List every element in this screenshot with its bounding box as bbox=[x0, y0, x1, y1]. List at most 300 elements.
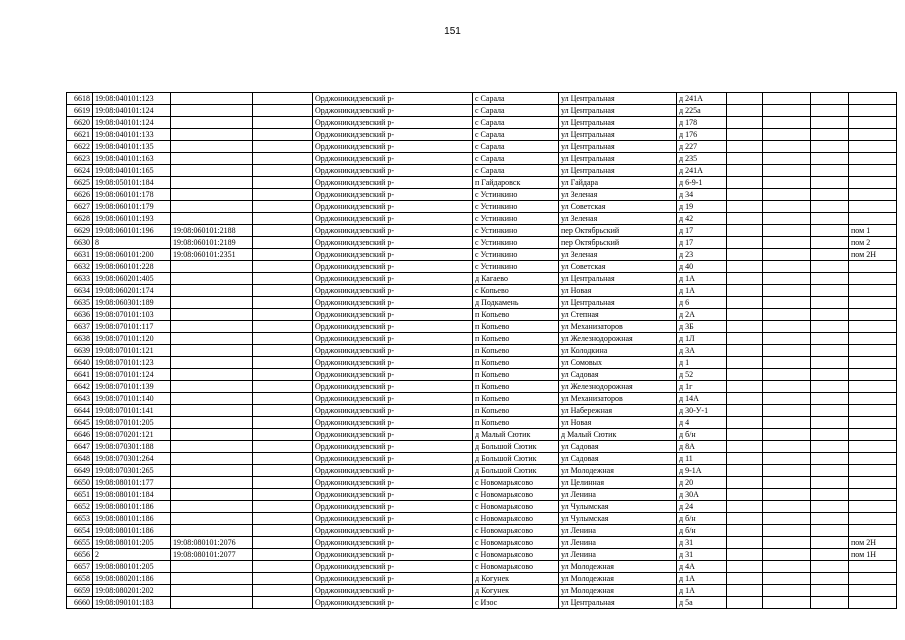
building-cadastral-number-cell bbox=[171, 93, 253, 105]
premises-cell bbox=[849, 213, 897, 225]
district-cell: Орджоникидзевский р- bbox=[313, 117, 473, 129]
street-cell: ул Чулымская bbox=[559, 501, 677, 513]
table-row bbox=[67, 597, 897, 609]
premises-cell: пом 2Н bbox=[849, 249, 897, 261]
blank-column-cell bbox=[811, 117, 849, 129]
blank-column-cell bbox=[763, 501, 811, 513]
blank-column-cell bbox=[253, 549, 313, 561]
blank-column-cell bbox=[811, 153, 849, 165]
building-cadastral-number-cell: 19:08:080101:2076 bbox=[171, 537, 253, 549]
blank-column-cell bbox=[253, 585, 313, 597]
blank-column-cell bbox=[253, 477, 313, 489]
district-cell: Орджоникидзевский р- bbox=[313, 525, 473, 537]
blank-column-cell bbox=[253, 261, 313, 273]
street-cell: ул Зеленая bbox=[559, 189, 677, 201]
blank-column-cell bbox=[253, 381, 313, 393]
blank-column-cell bbox=[727, 165, 763, 177]
blank-column-cell bbox=[253, 417, 313, 429]
table-row bbox=[67, 117, 897, 129]
building-cadastral-number-cell bbox=[171, 573, 253, 585]
cadastral-number-cell: 19:08:040101:124 bbox=[93, 105, 171, 117]
premises-cell: пом 2 bbox=[849, 237, 897, 249]
settlement-cell: п Копьево bbox=[473, 417, 559, 429]
street-cell: ул Степная bbox=[559, 309, 677, 321]
street-cell: ул Центральная bbox=[559, 93, 677, 105]
settlement-cell: п Копьево bbox=[473, 357, 559, 369]
blank-column-cell bbox=[253, 297, 313, 309]
settlement-cell: п Копьево bbox=[473, 369, 559, 381]
table-row bbox=[67, 477, 897, 489]
blank-column-cell bbox=[763, 237, 811, 249]
table-row bbox=[67, 177, 897, 189]
premises-cell bbox=[849, 165, 897, 177]
building-cadastral-number-cell bbox=[171, 153, 253, 165]
table-row bbox=[67, 429, 897, 441]
row-number-cell: 6630 bbox=[67, 237, 93, 249]
table-row bbox=[67, 441, 897, 453]
blank-column-cell bbox=[727, 177, 763, 189]
cadastral-number-cell: 19:08:070101:103 bbox=[93, 309, 171, 321]
building-cadastral-number-cell bbox=[171, 561, 253, 573]
cadastral-number-cell: 19:08:070101:205 bbox=[93, 417, 171, 429]
cadastral-number-cell: 19:08:070101:124 bbox=[93, 369, 171, 381]
cadastral-number-cell: 19:08:060201:174 bbox=[93, 285, 171, 297]
district-cell: Орджоникидзевский р- bbox=[313, 393, 473, 405]
blank-column-cell bbox=[727, 285, 763, 297]
premises-cell bbox=[849, 273, 897, 285]
table-row bbox=[67, 141, 897, 153]
building-cadastral-number-cell bbox=[171, 285, 253, 297]
street-cell: ул Гайдара bbox=[559, 177, 677, 189]
blank-column-cell bbox=[727, 381, 763, 393]
blank-column-cell bbox=[763, 405, 811, 417]
blank-column-cell bbox=[811, 189, 849, 201]
blank-column-cell bbox=[727, 297, 763, 309]
house-cell: д 227 bbox=[677, 141, 727, 153]
blank-column-cell bbox=[727, 93, 763, 105]
settlement-cell: с Новомарьясово bbox=[473, 549, 559, 561]
district-cell: Орджоникидзевский р- bbox=[313, 465, 473, 477]
blank-column-cell bbox=[763, 93, 811, 105]
row-number-cell: 6628 bbox=[67, 213, 93, 225]
settlement-cell: с Новомарьясово bbox=[473, 501, 559, 513]
row-number-cell: 6652 bbox=[67, 501, 93, 513]
street-cell: ул Молодежная bbox=[559, 561, 677, 573]
district-cell: Орджоникидзевский р- bbox=[313, 429, 473, 441]
street-cell: ул Центральная bbox=[559, 141, 677, 153]
blank-column-cell bbox=[763, 441, 811, 453]
blank-column-cell bbox=[763, 513, 811, 525]
blank-column-cell bbox=[253, 189, 313, 201]
building-cadastral-number-cell bbox=[171, 321, 253, 333]
premises-cell bbox=[849, 513, 897, 525]
blank-column-cell bbox=[727, 405, 763, 417]
blank-column-cell bbox=[253, 285, 313, 297]
blank-column-cell bbox=[727, 561, 763, 573]
settlement-cell: с Изос bbox=[473, 597, 559, 609]
street-cell: ул Механизаторов bbox=[559, 321, 677, 333]
building-cadastral-number-cell bbox=[171, 525, 253, 537]
blank-column-cell bbox=[763, 153, 811, 165]
street-cell: ул Советская bbox=[559, 201, 677, 213]
cadastral-number-cell: 19:08:040101:135 bbox=[93, 141, 171, 153]
house-cell: д 4 bbox=[677, 417, 727, 429]
district-cell: Орджоникидзевский р- bbox=[313, 561, 473, 573]
house-cell: д 5а bbox=[677, 597, 727, 609]
blank-column-cell bbox=[763, 225, 811, 237]
house-cell: д 11 bbox=[677, 453, 727, 465]
table-row bbox=[67, 561, 897, 573]
blank-column-cell bbox=[763, 141, 811, 153]
blank-column-cell bbox=[811, 261, 849, 273]
district-cell: Орджоникидзевский р- bbox=[313, 453, 473, 465]
blank-column-cell bbox=[727, 141, 763, 153]
house-cell: д б/н bbox=[677, 429, 727, 441]
district-cell: Орджоникидзевский р- bbox=[313, 477, 473, 489]
premises-cell bbox=[849, 417, 897, 429]
blank-column-cell bbox=[811, 333, 849, 345]
building-cadastral-number-cell bbox=[171, 465, 253, 477]
district-cell: Орджоникидзевский р- bbox=[313, 225, 473, 237]
premises-cell bbox=[849, 333, 897, 345]
building-cadastral-number-cell: 19:08:060101:2188 bbox=[171, 225, 253, 237]
district-cell: Орджоникидзевский р- bbox=[313, 585, 473, 597]
blank-column-cell bbox=[811, 441, 849, 453]
row-number-cell: 6645 bbox=[67, 417, 93, 429]
premises-cell bbox=[849, 597, 897, 609]
building-cadastral-number-cell bbox=[171, 393, 253, 405]
settlement-cell: с Устинкино bbox=[473, 261, 559, 273]
blank-column-cell bbox=[763, 165, 811, 177]
cadastral-number-cell: 19:08:040101:163 bbox=[93, 153, 171, 165]
cadastral-number-cell: 19:08:080101:184 bbox=[93, 489, 171, 501]
cadastral-number-cell: 19:08:080101:186 bbox=[93, 525, 171, 537]
blank-column-cell bbox=[727, 321, 763, 333]
row-number-cell: 6656 bbox=[67, 549, 93, 561]
cadastral-number-cell: 19:08:070101:117 bbox=[93, 321, 171, 333]
district-cell: Орджоникидзевский р- bbox=[313, 537, 473, 549]
row-number-cell: 6620 bbox=[67, 117, 93, 129]
street-cell: ул Сомовых bbox=[559, 357, 677, 369]
building-cadastral-number-cell bbox=[171, 501, 253, 513]
building-cadastral-number-cell: 19:08:060101:2189 bbox=[171, 237, 253, 249]
blank-column-cell bbox=[253, 213, 313, 225]
house-cell: д 17 bbox=[677, 225, 727, 237]
table-row bbox=[67, 573, 897, 585]
cadastral-number-cell: 19:08:070101:140 bbox=[93, 393, 171, 405]
blank-column-cell bbox=[763, 345, 811, 357]
table-row bbox=[67, 213, 897, 225]
table-row bbox=[67, 285, 897, 297]
blank-column-cell bbox=[253, 405, 313, 417]
settlement-cell: д Большой Сютик bbox=[473, 465, 559, 477]
street-cell: ул Советская bbox=[559, 261, 677, 273]
table-row bbox=[67, 153, 897, 165]
street-cell: ул Ленина bbox=[559, 549, 677, 561]
blank-column-cell bbox=[763, 573, 811, 585]
table-row bbox=[67, 273, 897, 285]
settlement-cell: д Когунек bbox=[473, 585, 559, 597]
street-cell: ул Садовая bbox=[559, 453, 677, 465]
district-cell: Орджоникидзевский р- bbox=[313, 141, 473, 153]
building-cadastral-number-cell bbox=[171, 189, 253, 201]
district-cell: Орджоникидзевский р- bbox=[313, 573, 473, 585]
settlement-cell: п Копьево bbox=[473, 393, 559, 405]
street-cell: ул Колодкина bbox=[559, 345, 677, 357]
row-number-cell: 6634 bbox=[67, 285, 93, 297]
blank-column-cell bbox=[253, 165, 313, 177]
blank-column-cell bbox=[253, 441, 313, 453]
blank-column-cell bbox=[763, 189, 811, 201]
table-row bbox=[67, 261, 897, 273]
street-cell: ул Центральная bbox=[559, 105, 677, 117]
blank-column-cell bbox=[727, 393, 763, 405]
district-cell: Орджоникидзевский р- bbox=[313, 273, 473, 285]
house-cell: д б/н bbox=[677, 513, 727, 525]
settlement-cell: п Копьево bbox=[473, 405, 559, 417]
premises-cell: пом 2Н bbox=[849, 537, 897, 549]
table-row bbox=[67, 537, 897, 549]
house-cell: д 1г bbox=[677, 381, 727, 393]
blank-column-cell bbox=[811, 249, 849, 261]
blank-column-cell bbox=[253, 573, 313, 585]
blank-column-cell bbox=[811, 405, 849, 417]
settlement-cell: д Большой Сютик bbox=[473, 441, 559, 453]
row-number-cell: 6636 bbox=[67, 309, 93, 321]
building-cadastral-number-cell bbox=[171, 477, 253, 489]
blank-column-cell bbox=[253, 309, 313, 321]
blank-column-cell bbox=[811, 225, 849, 237]
district-cell: Орджоникидзевский р- bbox=[313, 189, 473, 201]
row-number-cell: 6631 bbox=[67, 249, 93, 261]
blank-column-cell bbox=[727, 525, 763, 537]
blank-column-cell bbox=[763, 177, 811, 189]
blank-column-cell bbox=[727, 549, 763, 561]
blank-column-cell bbox=[763, 261, 811, 273]
cadastral-number-cell: 19:08:070101:139 bbox=[93, 381, 171, 393]
row-number-cell: 6633 bbox=[67, 273, 93, 285]
blank-column-cell bbox=[727, 369, 763, 381]
blank-column-cell bbox=[727, 201, 763, 213]
table-row bbox=[67, 513, 897, 525]
settlement-cell: с Устинкино bbox=[473, 189, 559, 201]
street-cell: ул Центральная bbox=[559, 165, 677, 177]
blank-column-cell bbox=[253, 225, 313, 237]
house-cell: д 3А bbox=[677, 345, 727, 357]
district-cell: Орджоникидзевский р- bbox=[313, 285, 473, 297]
house-cell: д 1А bbox=[677, 273, 727, 285]
blank-column-cell bbox=[727, 537, 763, 549]
blank-column-cell bbox=[253, 453, 313, 465]
street-cell: ул Садовая bbox=[559, 441, 677, 453]
settlement-cell: с Сарала bbox=[473, 93, 559, 105]
premises-cell bbox=[849, 177, 897, 189]
settlement-cell: п Копьево bbox=[473, 333, 559, 345]
cadastral-number-cell: 19:08:060101:228 bbox=[93, 261, 171, 273]
building-cadastral-number-cell bbox=[171, 141, 253, 153]
blank-column-cell bbox=[763, 597, 811, 609]
premises-cell bbox=[849, 573, 897, 585]
street-cell: ул Ленина bbox=[559, 537, 677, 549]
street-cell: ул Центральная bbox=[559, 273, 677, 285]
blank-column-cell bbox=[763, 537, 811, 549]
building-cadastral-number-cell bbox=[171, 201, 253, 213]
blank-column-cell bbox=[253, 537, 313, 549]
street-cell: ул Молодежная bbox=[559, 465, 677, 477]
street-cell: ул Центральная bbox=[559, 117, 677, 129]
row-number-cell: 6624 bbox=[67, 165, 93, 177]
blank-column-cell bbox=[763, 369, 811, 381]
premises-cell bbox=[849, 525, 897, 537]
settlement-cell: с Новомарьясово bbox=[473, 489, 559, 501]
table-row bbox=[67, 393, 897, 405]
premises-cell bbox=[849, 465, 897, 477]
cadastral-number-cell: 19:08:070101:121 bbox=[93, 345, 171, 357]
table-row bbox=[67, 465, 897, 477]
building-cadastral-number-cell bbox=[171, 165, 253, 177]
blank-column-cell bbox=[727, 453, 763, 465]
settlement-cell: с Устинкино bbox=[473, 201, 559, 213]
blank-column-cell bbox=[253, 393, 313, 405]
row-number-cell: 6647 bbox=[67, 441, 93, 453]
settlement-cell: д Кагаево bbox=[473, 273, 559, 285]
street-cell: д Малый Сютик bbox=[559, 429, 677, 441]
blank-column-cell bbox=[727, 597, 763, 609]
district-cell: Орджоникидзевский р- bbox=[313, 93, 473, 105]
blank-column-cell bbox=[727, 573, 763, 585]
street-cell: ул Набережная bbox=[559, 405, 677, 417]
blank-column-cell bbox=[811, 537, 849, 549]
blank-column-cell bbox=[253, 489, 313, 501]
building-cadastral-number-cell bbox=[171, 309, 253, 321]
settlement-cell: с Новомарьясово bbox=[473, 561, 559, 573]
district-cell: Орджоникидзевский р- bbox=[313, 381, 473, 393]
building-cadastral-number-cell bbox=[171, 177, 253, 189]
row-number-cell: 6621 bbox=[67, 129, 93, 141]
settlement-cell: п Копьево bbox=[473, 381, 559, 393]
blank-column-cell bbox=[763, 333, 811, 345]
house-cell: д 17 bbox=[677, 237, 727, 249]
premises-cell bbox=[849, 189, 897, 201]
premises-cell bbox=[849, 561, 897, 573]
street-cell: ул Центральная bbox=[559, 597, 677, 609]
blank-column-cell bbox=[811, 309, 849, 321]
blank-column-cell bbox=[811, 381, 849, 393]
table-row bbox=[67, 189, 897, 201]
cadastral-number-cell: 8 bbox=[93, 237, 171, 249]
building-cadastral-number-cell bbox=[171, 417, 253, 429]
house-cell: д 1 bbox=[677, 357, 727, 369]
building-cadastral-number-cell bbox=[171, 513, 253, 525]
cadastral-number-cell: 19:08:040101:123 bbox=[93, 93, 171, 105]
table-row bbox=[67, 321, 897, 333]
street-cell: ул Ленина bbox=[559, 489, 677, 501]
blank-column-cell bbox=[253, 597, 313, 609]
district-cell: Орджоникидзевский р- bbox=[313, 501, 473, 513]
table-row bbox=[67, 453, 897, 465]
settlement-cell: с Сарала bbox=[473, 105, 559, 117]
blank-column-cell bbox=[253, 561, 313, 573]
premises-cell bbox=[849, 405, 897, 417]
table-row bbox=[67, 225, 897, 237]
blank-column-cell bbox=[727, 417, 763, 429]
blank-column-cell bbox=[253, 129, 313, 141]
house-cell: д 178 bbox=[677, 117, 727, 129]
blank-column-cell bbox=[811, 585, 849, 597]
blank-column-cell bbox=[763, 393, 811, 405]
settlement-cell: с Сарала bbox=[473, 129, 559, 141]
cadastral-number-cell: 19:08:070301:265 bbox=[93, 465, 171, 477]
blank-column-cell bbox=[811, 513, 849, 525]
building-cadastral-number-cell bbox=[171, 369, 253, 381]
blank-column-cell bbox=[811, 477, 849, 489]
blank-column-cell bbox=[763, 117, 811, 129]
table-row bbox=[67, 585, 897, 597]
blank-column-cell bbox=[763, 309, 811, 321]
blank-column-cell bbox=[253, 141, 313, 153]
building-cadastral-number-cell bbox=[171, 297, 253, 309]
blank-column-cell bbox=[811, 417, 849, 429]
house-cell: д 1А bbox=[677, 285, 727, 297]
settlement-cell: д Когунек bbox=[473, 573, 559, 585]
cadastral-number-cell: 19:08:070101:141 bbox=[93, 405, 171, 417]
cadastral-number-cell: 19:08:080201:202 bbox=[93, 585, 171, 597]
street-cell: пер Октябрьский bbox=[559, 237, 677, 249]
house-cell: д 6 bbox=[677, 297, 727, 309]
blank-column-cell bbox=[727, 273, 763, 285]
blank-column-cell bbox=[727, 513, 763, 525]
blank-column-cell bbox=[811, 93, 849, 105]
cadastral-number-cell: 19:08:080201:186 bbox=[93, 573, 171, 585]
row-number-cell: 6639 bbox=[67, 345, 93, 357]
row-number-cell: 6644 bbox=[67, 405, 93, 417]
blank-column-cell bbox=[727, 345, 763, 357]
blank-column-cell bbox=[811, 393, 849, 405]
blank-column-cell bbox=[811, 321, 849, 333]
house-cell: д 42 bbox=[677, 213, 727, 225]
street-cell: ул Новая bbox=[559, 285, 677, 297]
blank-column-cell bbox=[763, 105, 811, 117]
blank-column-cell bbox=[811, 357, 849, 369]
building-cadastral-number-cell bbox=[171, 117, 253, 129]
house-cell: д б/н bbox=[677, 525, 727, 537]
table-row bbox=[67, 417, 897, 429]
settlement-cell: с Сарала bbox=[473, 141, 559, 153]
blank-column-cell bbox=[253, 117, 313, 129]
settlement-cell: д Подкамень bbox=[473, 297, 559, 309]
blank-column-cell bbox=[727, 357, 763, 369]
street-cell: ул Новая bbox=[559, 417, 677, 429]
cadastral-number-cell: 19:08:080101:186 bbox=[93, 513, 171, 525]
building-cadastral-number-cell bbox=[171, 357, 253, 369]
cadastral-number-cell: 19:08:040101:133 bbox=[93, 129, 171, 141]
row-number-cell: 6651 bbox=[67, 489, 93, 501]
cadastral-number-cell: 19:08:070301:264 bbox=[93, 453, 171, 465]
blank-column-cell bbox=[763, 417, 811, 429]
blank-column-cell bbox=[253, 249, 313, 261]
street-cell: ул Железнодорожная bbox=[559, 381, 677, 393]
cadastral-number-cell: 19:08:080101:205 bbox=[93, 561, 171, 573]
cadastral-number-cell: 19:08:080101:205 bbox=[93, 537, 171, 549]
premises-cell bbox=[849, 369, 897, 381]
premises-cell bbox=[849, 309, 897, 321]
table-row bbox=[67, 249, 897, 261]
building-cadastral-number-cell bbox=[171, 597, 253, 609]
blank-column-cell bbox=[253, 465, 313, 477]
table-row bbox=[67, 105, 897, 117]
row-number-cell: 6640 bbox=[67, 357, 93, 369]
cadastral-number-cell: 19:08:060201:405 bbox=[93, 273, 171, 285]
